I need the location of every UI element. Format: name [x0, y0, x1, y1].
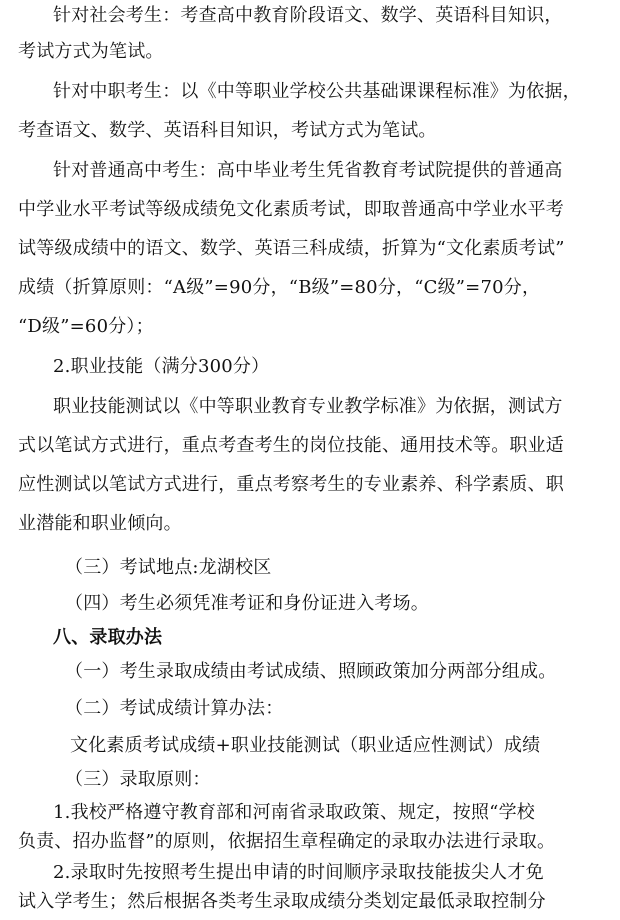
- admission-principle-2-line-2: 试入学考生；然后根据各类考生录取成绩分类划定最低录取控制分: [18, 891, 546, 912]
- paragraph-high-school-candidates-line-4: 成绩（折算原则：“A级”=90分，“B级”=80分，“C级”=70分，: [18, 277, 541, 298]
- paragraph-high-school-candidates-line-1: 针对普通高中考生：高中毕业考生凭省教育考试院提供的普通高: [53, 160, 563, 181]
- paragraph-vocational-skills-line-2: 式以笔试方式进行，重点考查考生的岗位技能、通用技术等。职业适: [18, 435, 564, 456]
- paragraph-social-candidates-line-2: 考试方式为笔试。: [18, 41, 164, 62]
- exam-location-line: （三）考试地点:龙湖校区: [65, 557, 272, 578]
- exam-id-requirement-line: （四）考生必须凭准考证和身份证进入考场。: [65, 593, 429, 614]
- paragraph-high-school-candidates-line-2: 中学业水平考试等级成绩免文化素质考试，即取普通高中学业水平考: [18, 199, 564, 220]
- admission-score-formula-line: 文化素质考试成绩+职业技能测试（职业适应性测试）成绩: [70, 735, 541, 756]
- paragraph-social-candidates-line-1: 针对社会考生：考查高中教育阶段语文、数学、英语科目知识，: [53, 5, 563, 26]
- paragraph-vocational-skills-line-4: 业潜能和职业倾向。: [18, 513, 182, 534]
- admission-principle-2-line-1: 2.录取时先按照考生提出申请的时间顺序录取技能拔尖人才免: [53, 862, 544, 883]
- admission-principles-title: （三）录取原则：: [65, 769, 211, 790]
- admission-principle-1-line-2: 负责、招办监督”的原则，依据招生章程确定的录取办法进行录取。: [18, 831, 556, 852]
- admission-score-method-line: （二）考试成绩计算办法：: [65, 698, 284, 719]
- paragraph-high-school-candidates-line-3: 试等级成绩中的语文、数学、英语三科成绩，折算为“文化素质考试”: [18, 238, 565, 259]
- admission-principle-1-line-1: 1.我校严格遵守教育部和河南省录取政策、规定，按照“学校: [53, 802, 535, 823]
- paragraph-vocational-skills-line-1: 职业技能测试以《中等职业教育专业教学标准》为依据，测试方: [53, 396, 563, 417]
- section-vocational-skills-title: 2.职业技能（满分300分）: [53, 356, 270, 377]
- paragraph-vocational-skills-line-3: 应性测试以笔试方式进行，重点考察考生的专业素养、科学素质、职: [18, 474, 564, 495]
- section-admission-title: 八、录取办法: [53, 627, 163, 648]
- paragraph-vocational-candidates-line-1: 针对中职考生：以《中等职业学校公共基础课课程标准》为依据，: [53, 81, 581, 102]
- paragraph-vocational-candidates-line-2: 考查语文、数学、英语科目知识，考试方式为笔试。: [18, 120, 437, 141]
- admission-score-composition-line: （一）考生录取成绩由考试成绩、照顾政策加分两部分组成。: [65, 661, 557, 682]
- paragraph-high-school-candidates-line-5: “D级”=60分）；: [18, 316, 154, 337]
